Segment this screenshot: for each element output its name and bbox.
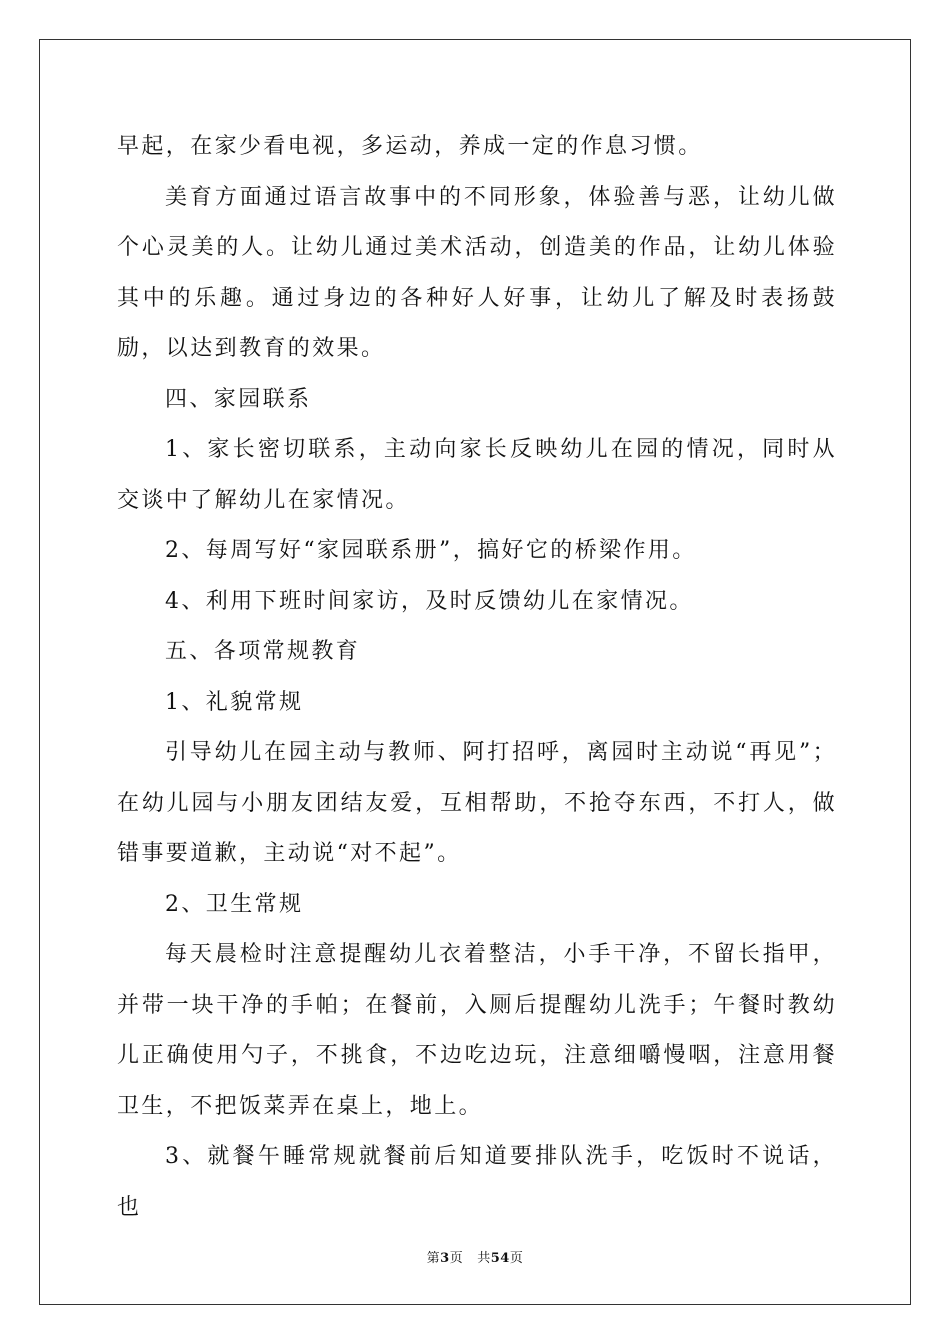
total-prefix: 共	[477, 1251, 491, 1266]
paragraph: 引导幼儿在园主动与教师、阿打招呼，离园时主动说“再见”；在幼儿园与小朋友团结友爱，互相帮助，不抢夺东西，不打人，做错事要道歉，主动说“对不起”。	[117, 740, 837, 866]
subsection-heading: 2、卫生常规	[165, 891, 304, 917]
page-prefix: 第	[426, 1251, 441, 1266]
paragraph: 每天晨检时注意提醒幼儿衣着整洁，小手干净，不留长指甲，并带一块干净的手帕；在餐前，入厕后提醒幼儿洗手；午餐时教幼儿正确使用勺子，不挑食，不边吃边玩，注意细嚼慢咽，注意用餐卫生，不把饭菜弄在桌上，地上。	[117, 942, 837, 1119]
page-suffix: 页	[449, 1251, 464, 1266]
paragraph: 3、就餐午睡常规就餐前后知道要排队洗手，吃饭时不说话，也	[117, 1144, 837, 1220]
paragraph: 美育方面通过语言故事中的不同形象，体验善与恶，让幼儿做个心灵美的人。让幼儿通过美术活动，创造美的作品，让幼儿体验其中的乐趣。通过身边的各种好人好事，让幼儿了解及时表扬鼓励，以达到教育的效果。	[117, 184, 837, 361]
page-footer	[0, 1247, 950, 1266]
paragraph: 4、利用下班时间家访，及时反馈幼儿在家情况。	[165, 588, 694, 614]
paragraph: 1、家长密切联系，主动向家长反映幼儿在园的情况，同时从交谈中了解幼儿在家情况。	[117, 437, 837, 513]
document-body	[117, 122, 837, 1233]
total-pages: 54	[490, 1251, 510, 1266]
section-heading: 五、各项常规教育	[165, 639, 361, 664]
paragraph: 2、每周写好“家园联系册”，搞好它的桥梁作用。	[165, 538, 697, 563]
paragraph: 早起，在家少看电视，多运动，养成一定的作息习惯。	[117, 134, 703, 159]
subsection-heading: 1、礼貌常规	[165, 689, 304, 715]
section-heading: 四、家园联系	[165, 386, 312, 412]
page-number: 3	[440, 1251, 450, 1266]
total-suffix: 页	[509, 1251, 524, 1266]
